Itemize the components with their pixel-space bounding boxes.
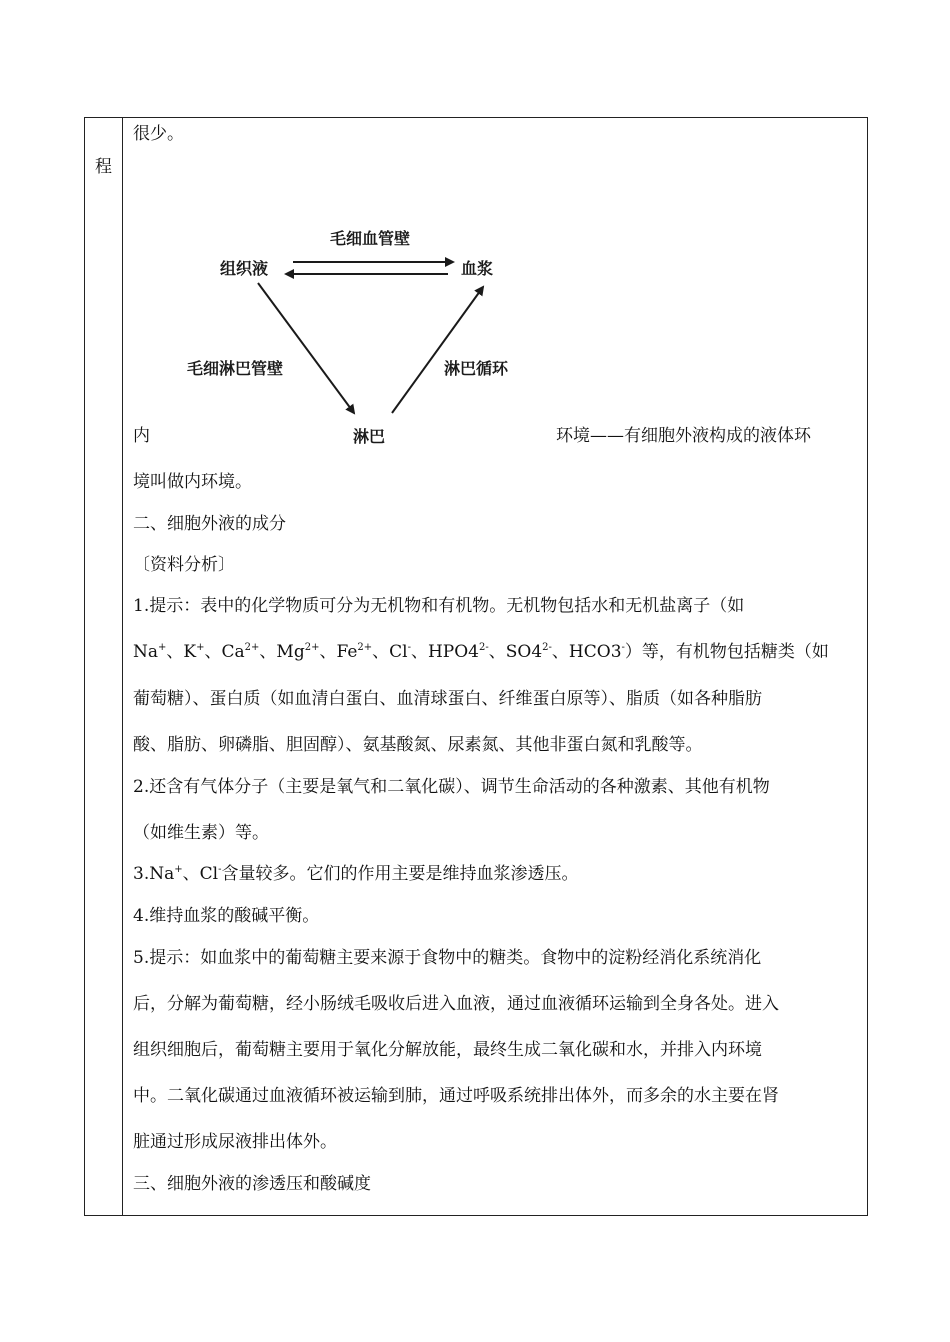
na-cl-line: 3.Na+、Cl-含量较多。它们的作用主要是维持血浆渗透压。 <box>133 864 579 884</box>
text-line: 酸、脂肪、卵磷脂、胆固醇）、氨基酸氮、尿素氮、其他非蛋白氮和乳酸等。 <box>133 735 703 755</box>
label-lymph-capillary-wall: 毛细淋巴管壁 <box>187 359 284 378</box>
arrow-lymph-to-plasma <box>392 287 483 413</box>
text-line: 〔资料分析〕 <box>133 555 235 575</box>
text-line: 4.维持血浆的酸碱平衡。 <box>133 906 320 926</box>
text-line: 境叫做内环境。 <box>133 472 252 492</box>
ion-line: Na+、K+、$Ca^{2+}$、$Mg^{2+}$、$Fe^{2+}$、Cl-、$HPO4^{2-}$、$SO4^{2-}$、HCO3-）等，有机物包括糖类（如 <box>133 642 829 662</box>
text-line: 葡萄糖）、蛋白质（如血清白蛋白、血清球蛋白、纤维蛋白原等）、脂质（如各种脂肪 <box>133 689 762 709</box>
label-tissue-fluid: 组织液 <box>220 259 269 278</box>
section-heading: 三、细胞外液的渗透压和酸碱度 <box>133 1174 371 1194</box>
label-lymph: 淋巴 <box>353 427 386 446</box>
text-line: 5.提示：如血浆中的葡萄糖主要来源于食物中的糖类。食物中的淀粉经消化系统消化 <box>133 948 762 968</box>
section-heading: 二、细胞外液的成分 <box>133 514 286 534</box>
text-line: 内 <box>133 426 150 446</box>
text-line: （如维生素）等。 <box>133 823 269 843</box>
text-line: 1.提示：表中的化学物质可分为无机物和有机物。无机物包括水和无机盐离子（如 <box>133 596 745 616</box>
text-line: 脏通过形成尿液排出体外。 <box>133 1132 337 1152</box>
text-line: 组织细胞后，葡萄糖主要用于氧化分解放能，最终生成二氧化碳和水，并排入内环境 <box>133 1040 762 1060</box>
text-line: 中。二氧化碳通过血液循环被运输到肺，通过呼吸系统排出体外，而多余的水主要在肾 <box>133 1086 779 1106</box>
arrow-tissue-to-lymph <box>258 283 354 413</box>
diagram-arrows <box>168 217 548 453</box>
text-line: 环境——有细胞外液构成的液体环 <box>556 426 811 446</box>
label-capillary-wall: 毛细血管壁 <box>330 229 411 248</box>
left-column-label: 程 <box>95 157 112 177</box>
label-lymph-circulation: 淋巴循环 <box>444 359 509 378</box>
internal-environment-diagram <box>168 217 548 453</box>
table-left-column <box>85 118 123 1215</box>
text-line: 很少。 <box>133 124 184 144</box>
text-line: 2.还含有气体分子（主要是氧气和二氧化碳）、调节生命活动的各种激素、其他有机物 <box>133 777 770 797</box>
text-line: 后，分解为葡萄糖，经小肠绒毛吸收后进入血液，通过血液循环运输到全身各处。进入 <box>133 994 779 1014</box>
label-plasma: 血浆 <box>461 259 494 278</box>
